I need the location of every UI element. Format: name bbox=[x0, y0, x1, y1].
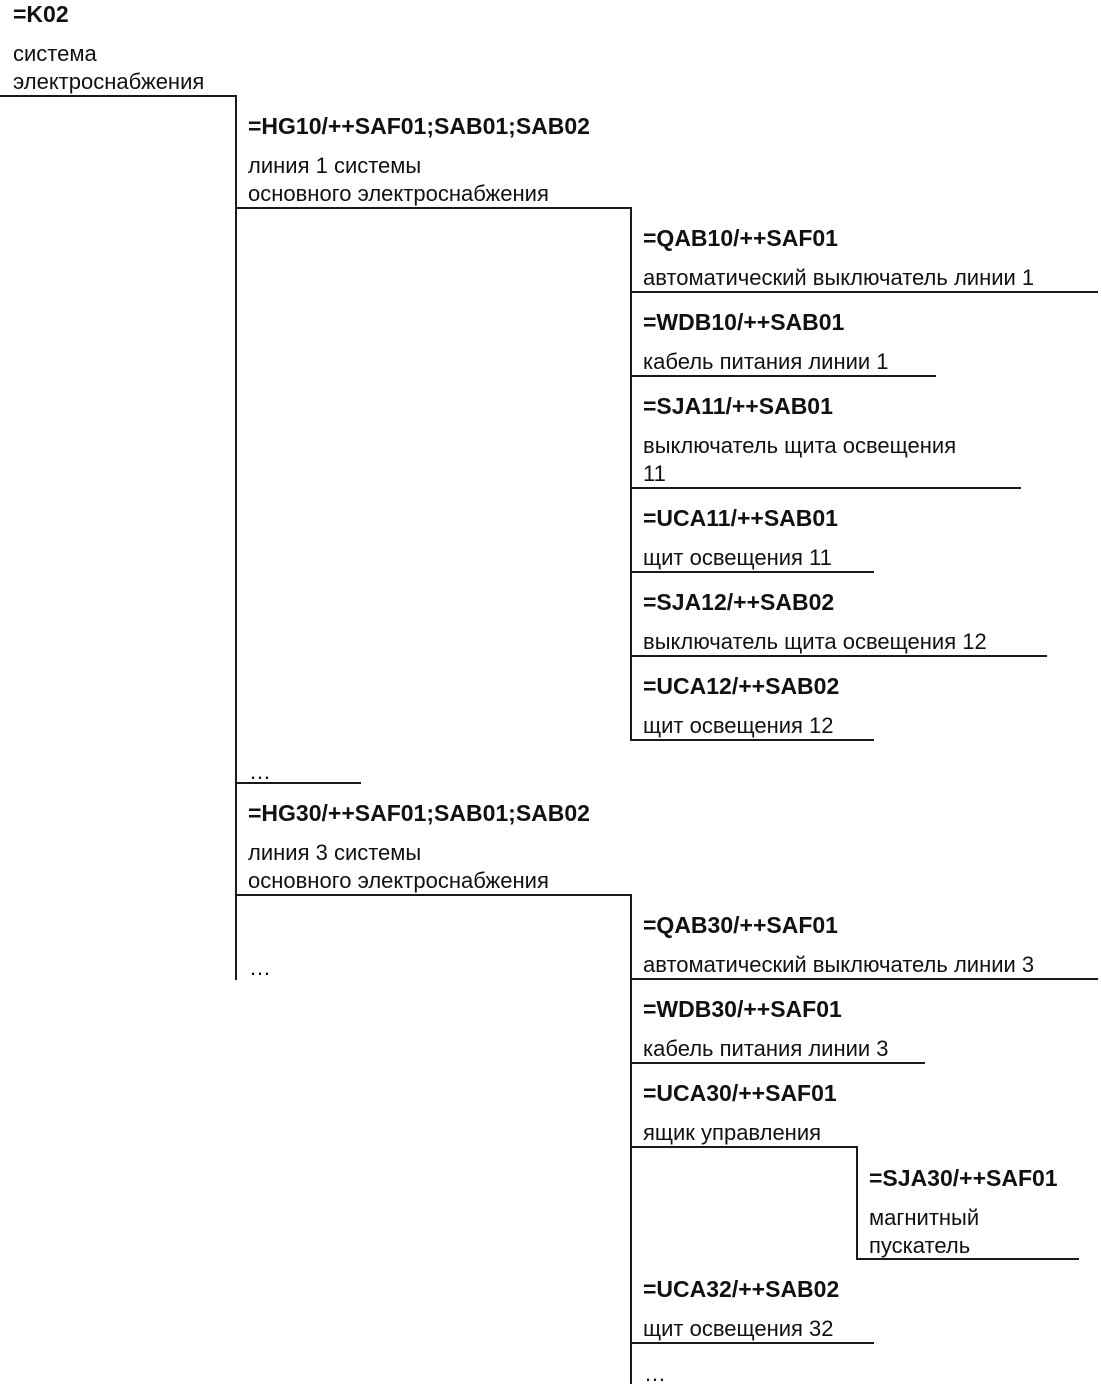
node-code: =SJA12/++SAB02 bbox=[643, 589, 835, 615]
node-code: =WDB30/++SAF01 bbox=[643, 996, 842, 1022]
node-label: магнитный пускатель bbox=[869, 1205, 980, 1258]
tree-node-hg30[interactable] bbox=[235, 799, 632, 896]
tree-node-uca11[interactable] bbox=[630, 504, 874, 573]
tree-node-hg10[interactable] bbox=[235, 112, 632, 209]
node-code: =QAB10/++SAF01 bbox=[643, 225, 838, 251]
node-label: щит освещения 32 bbox=[643, 1316, 834, 1341]
tree-node-uca12[interactable] bbox=[630, 672, 874, 741]
node-code: =WDB10/++SAB01 bbox=[643, 309, 845, 335]
tree-node-qab10[interactable] bbox=[630, 224, 1098, 293]
node-code: =SJA11/++SAB01 bbox=[643, 393, 833, 419]
node-label: кабель питания линии 3 bbox=[643, 1036, 889, 1061]
node-code: =UCA32/++SAB02 bbox=[643, 1276, 840, 1302]
node-label: выключатель щита освещения 12 bbox=[643, 629, 987, 654]
node-label: линия 1 системы основного электроснабжения bbox=[248, 153, 549, 206]
tree-node-wdb10[interactable] bbox=[630, 308, 936, 377]
tree-node-sja30[interactable] bbox=[856, 1164, 1079, 1260]
tree-node-sja11[interactable] bbox=[630, 392, 1021, 489]
node-code: =HG10/++SAF01;SAB01;SAB02 bbox=[248, 113, 590, 139]
node-code: =HG30/++SAF01;SAB01;SAB02 bbox=[248, 800, 590, 826]
node-label: автоматический выключатель линии 1 bbox=[643, 265, 1035, 290]
node-label: кабель питания линии 1 bbox=[643, 349, 889, 374]
node-label: щит освещения 11 bbox=[643, 545, 832, 570]
ellipsis-underline bbox=[235, 782, 361, 784]
ellipsis-omitted-lines: … bbox=[249, 759, 271, 784]
tree-node-uca30[interactable] bbox=[630, 1079, 858, 1148]
tree-node-sja12[interactable] bbox=[630, 588, 1047, 657]
node-code: =UCA11/++SAB01 bbox=[643, 505, 838, 531]
node-label: щит освещения 12 bbox=[643, 713, 834, 738]
tree-node-k02[interactable] bbox=[0, 0, 237, 97]
ellipsis-more-children: … bbox=[644, 1361, 666, 1386]
tree-node-qab30[interactable] bbox=[630, 911, 1098, 980]
node-code: =UCA30/++SAF01 bbox=[643, 1080, 837, 1106]
tree-node-wdb30[interactable] bbox=[630, 995, 925, 1064]
node-label: выключатель щита освещения 11 bbox=[643, 433, 957, 486]
ellipsis-omitted-branches: … bbox=[249, 955, 271, 980]
node-label: система электроснабжения bbox=[13, 41, 205, 94]
node-code: =K02 bbox=[13, 1, 69, 27]
node-code: =SJA30/++SAF01 bbox=[869, 1165, 1058, 1191]
node-label: ящик управления bbox=[643, 1120, 822, 1145]
tree-node-uca32[interactable] bbox=[630, 1275, 874, 1344]
node-code: =QAB30/++SAF01 bbox=[643, 912, 838, 938]
node-code: =UCA12/++SAB02 bbox=[643, 673, 840, 699]
node-label: автоматический выключатель линии 3 bbox=[643, 952, 1035, 977]
node-label: линия 3 системы основного электроснабжения bbox=[248, 840, 549, 893]
